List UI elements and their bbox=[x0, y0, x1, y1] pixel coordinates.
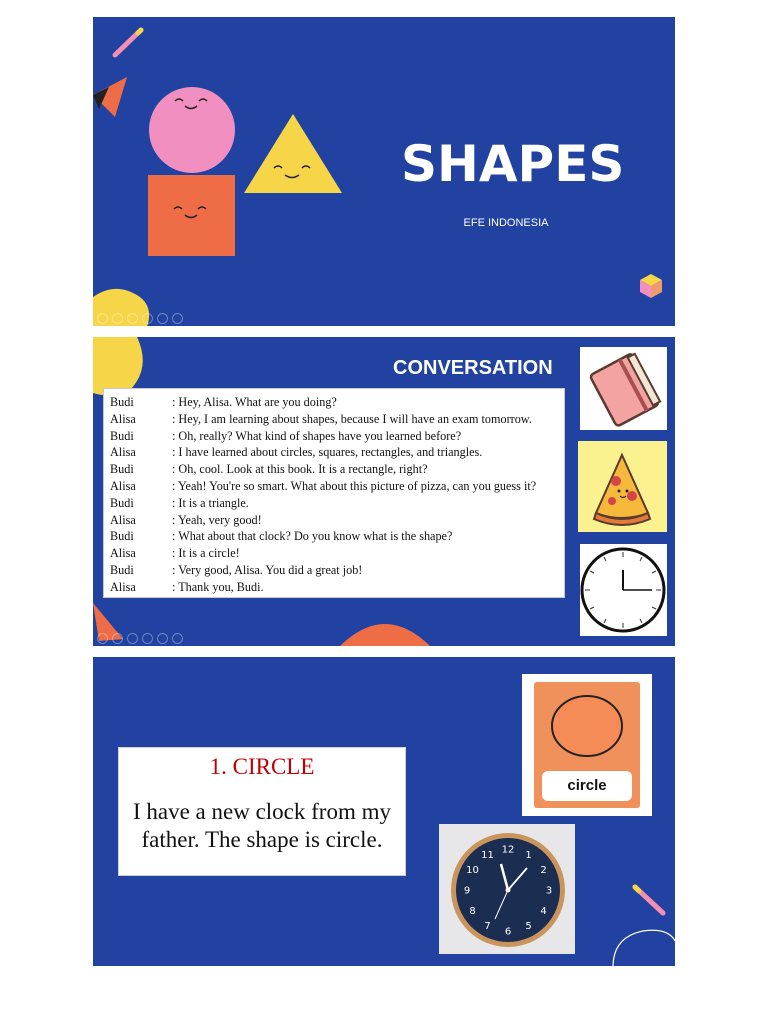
pencil-icon bbox=[111, 25, 145, 59]
pencil-icon bbox=[631, 881, 671, 921]
slide-title bbox=[93, 17, 675, 326]
speaker-name: Alisa bbox=[110, 411, 136, 426]
speaker-name: Budi bbox=[110, 529, 134, 544]
clock-numeral: 10 bbox=[466, 865, 479, 876]
dialogue-text: : Oh, really? What kind of shapes have you learned before? bbox=[172, 428, 462, 443]
speaker-name: Budi bbox=[110, 428, 134, 443]
clock-numeral: 11 bbox=[481, 850, 494, 861]
clock-picture bbox=[580, 544, 667, 636]
slides-view-button[interactable] bbox=[142, 313, 153, 324]
speaker-name: Budi bbox=[110, 562, 134, 577]
slide-controls bbox=[97, 633, 183, 644]
circle-heading: 1. CIRCLE bbox=[209, 754, 315, 779]
flashcard-label: circle bbox=[542, 771, 632, 801]
conversation-title: CONVERSATION bbox=[393, 357, 553, 379]
clock-numeral: 3 bbox=[545, 885, 553, 897]
dialogue-text: : Yeah! You're so smart. What about this picture of pizza, can you guess it? bbox=[172, 478, 537, 493]
dialogue-line bbox=[110, 495, 564, 512]
dialogue-line bbox=[110, 545, 564, 562]
dialogue-line bbox=[110, 411, 564, 428]
previous-slide-button[interactable] bbox=[97, 313, 108, 324]
dialogue-line bbox=[110, 428, 564, 445]
slide-subtitle: EFE INDONESIA bbox=[463, 217, 549, 229]
clock-numeral: 4 bbox=[540, 906, 547, 917]
clock-numeral: 1 bbox=[525, 850, 532, 861]
speaker-name: Budi bbox=[110, 495, 134, 510]
corner-triangle-decoration bbox=[93, 75, 129, 119]
clock-numeral: 9 bbox=[463, 885, 471, 897]
cube-icon bbox=[639, 273, 663, 299]
dialogue-text: : Yeah, very good! bbox=[172, 512, 262, 527]
dialogue-line bbox=[110, 512, 564, 529]
dialogue-text: : What about that clock? Do you know what is the shape? bbox=[172, 529, 453, 544]
next-slide-button[interactable] bbox=[112, 313, 123, 324]
wall-clock-photo bbox=[439, 824, 575, 954]
zoom-button[interactable] bbox=[157, 633, 168, 644]
clock-numeral: 5 bbox=[525, 921, 532, 932]
smiling-circle-shape bbox=[147, 87, 237, 177]
pizza-picture bbox=[578, 441, 667, 532]
dialogue-text: : I have learned about circles, squares, rectangles, and triangles. bbox=[172, 445, 483, 460]
dialogue-line bbox=[110, 528, 564, 545]
speaker-name: Alisa bbox=[110, 512, 136, 527]
dialogue-line bbox=[110, 562, 564, 579]
book-picture bbox=[580, 347, 667, 430]
clock-icon bbox=[580, 544, 667, 636]
clock-numeral: 12 bbox=[501, 844, 515, 856]
clock-numeral: 2 bbox=[540, 865, 547, 876]
orange-semicircle-decoration bbox=[337, 623, 433, 646]
speaker-name: Alisa bbox=[110, 445, 136, 460]
slides-view-button[interactable] bbox=[142, 633, 153, 644]
dialogue-text: : Hey, Alisa. What are you doing? bbox=[172, 395, 337, 409]
zoom-button[interactable] bbox=[157, 313, 168, 324]
outline-blob-decoration bbox=[607, 925, 675, 966]
book-icon bbox=[580, 347, 667, 430]
circle-text-box bbox=[118, 747, 406, 876]
circle-flashcard bbox=[522, 674, 652, 816]
speaker-name: Alisa bbox=[110, 579, 136, 594]
dialogue-line bbox=[110, 478, 564, 495]
pen-tool-button[interactable] bbox=[127, 313, 138, 324]
dialogue-text: : It is a triangle. bbox=[172, 495, 249, 510]
previous-slide-button[interactable] bbox=[97, 633, 108, 644]
clock-numeral: 7 bbox=[484, 921, 491, 932]
speaker-name: Alisa bbox=[110, 546, 136, 561]
next-slide-button[interactable] bbox=[112, 633, 123, 644]
dialogue-line bbox=[110, 579, 564, 596]
dialogue-text: : Thank you, Budi. bbox=[172, 579, 264, 594]
more-options-button[interactable] bbox=[172, 633, 183, 644]
speaker-name: Alisa bbox=[110, 478, 136, 493]
clock-icon bbox=[439, 824, 575, 954]
slide-controls bbox=[97, 313, 183, 324]
slide-title-text: SHAPES bbox=[401, 135, 625, 193]
dialogue-text: : It is a circle! bbox=[172, 546, 240, 561]
smiling-triangle-shape bbox=[243, 112, 343, 194]
dialogue-line bbox=[110, 394, 564, 411]
dialogue-line bbox=[110, 444, 564, 461]
dialogue-line bbox=[110, 461, 564, 478]
clock-numeral: 6 bbox=[504, 926, 512, 938]
speaker-name: Budi bbox=[110, 462, 134, 477]
circle-sentence: I have a new clock from my father. The shape is circle. bbox=[132, 799, 391, 852]
pizza-icon bbox=[578, 441, 667, 532]
dialogue-text: : Very good, Alisa. You did a great job! bbox=[172, 562, 363, 577]
more-options-button[interactable] bbox=[172, 313, 183, 324]
clock-numeral: 8 bbox=[469, 906, 476, 917]
circle-shape-icon bbox=[550, 694, 624, 758]
pen-tool-button[interactable] bbox=[127, 633, 138, 644]
dialogue-box bbox=[103, 388, 565, 598]
dialogue-text: : Hey, I am learning about shapes, because I will have an exam tomorrow. bbox=[172, 411, 532, 426]
smiling-square-shape bbox=[148, 175, 236, 257]
speaker-name: Budi bbox=[110, 395, 134, 409]
dialogue-text: : Oh, cool. Look at this book. It is a rectangle, right? bbox=[172, 462, 428, 477]
